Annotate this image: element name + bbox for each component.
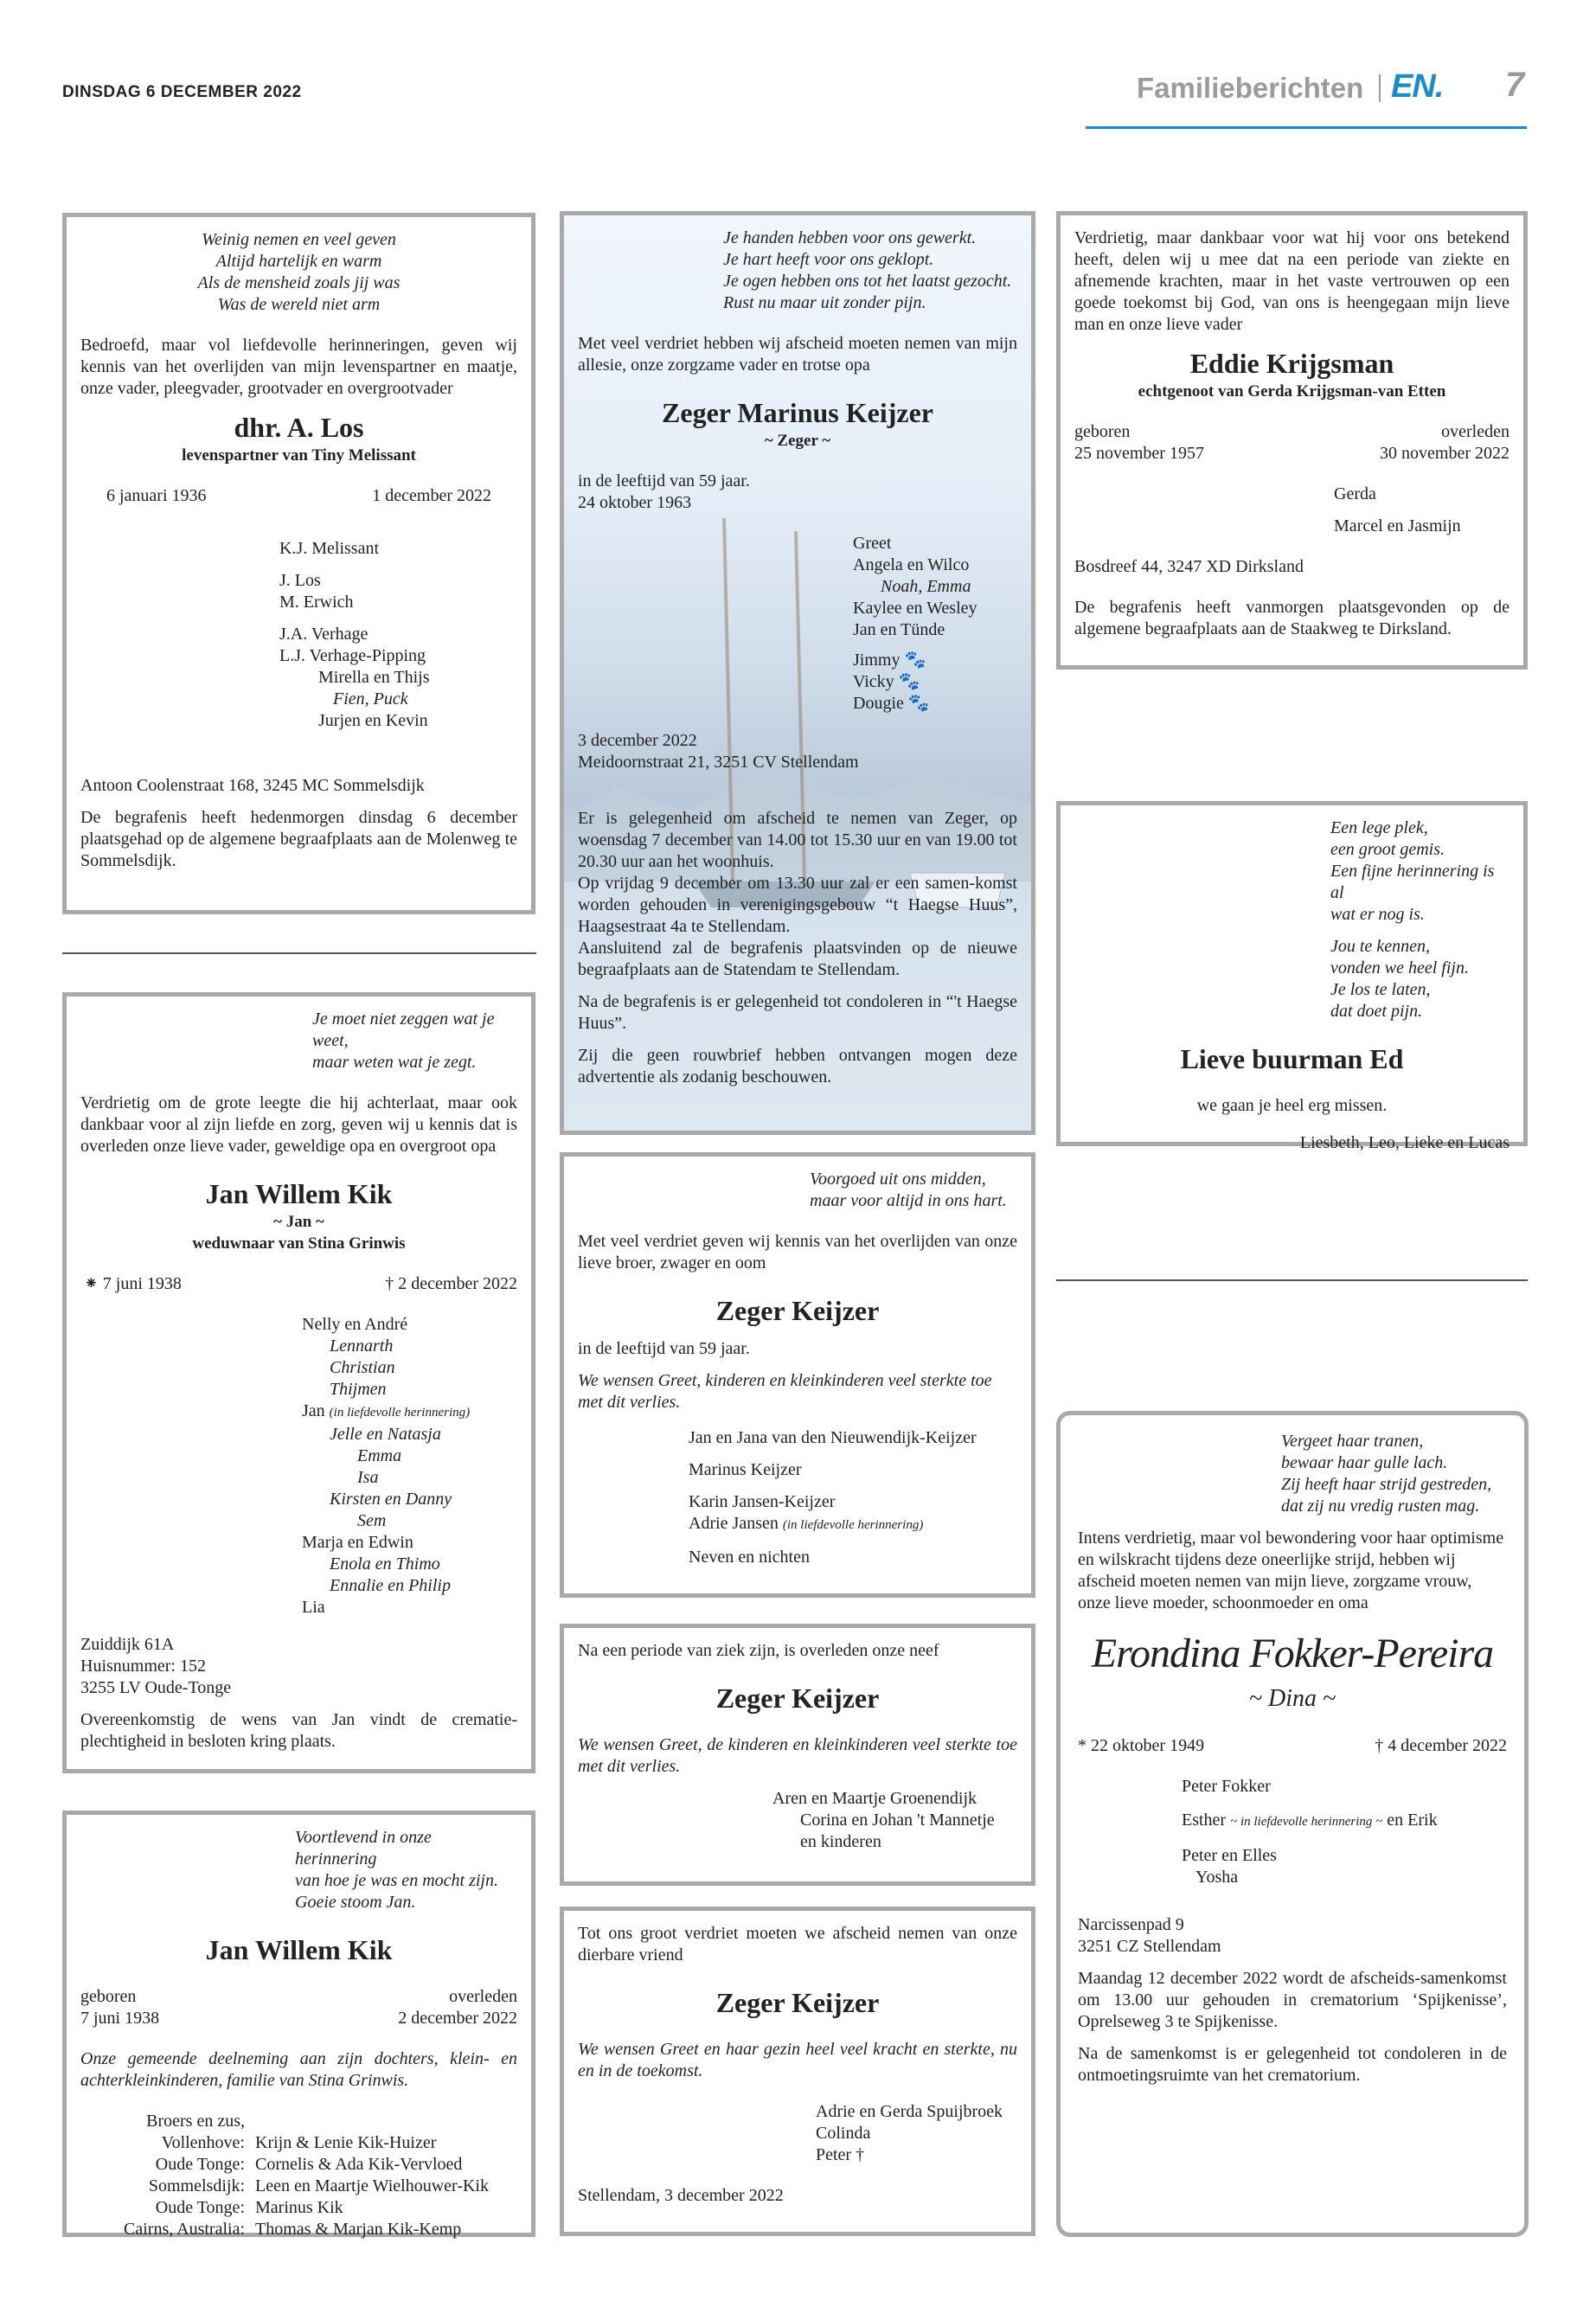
wish-text: We wensen Greet, de kinderen en kleinkinderen veel sterkte toe met dit verlies. [578, 1735, 1017, 1776]
family-member: Gerda [1334, 484, 1376, 503]
family-member: Peter † [816, 2145, 865, 2164]
deceased-name: Jan Willem Kik [205, 1934, 393, 1965]
family-member: Noah, Emma [881, 577, 971, 596]
condolence-info: Na de begrafenis is er gelegenheid tot condoleren in “'t Haegse Huus”. [578, 992, 1017, 1033]
age-text: in de leeftijd van 59 jaar. [578, 1339, 750, 1358]
header-rule [1086, 126, 1527, 129]
family-member: Kaylee en Wesley [853, 599, 977, 618]
relative-name: Cornelis & Ada Kik-Vervloed [255, 2155, 463, 2174]
deceased-subtitle: levenspartner van Tiny Melissant [182, 446, 416, 465]
family-member: Emma [357, 1446, 402, 1465]
family-member: J. Los [279, 571, 321, 590]
poem-line: Goeie stoom Jan. [295, 1893, 416, 1912]
poem-line: een groot gemis. [1330, 840, 1445, 859]
service-info: Maandag 12 december 2022 wordt de afscheids-samenkomst om 13.00 uur gehouden in crematorium ‘Spijkenisse’, Oprelseweg 3 te Spijkenisse. [1078, 1969, 1507, 2031]
poem-line: Voorgoed uit ons midden, [810, 1170, 986, 1189]
address: Meidoornstraat 21, 3251 CV Stellendam [578, 753, 859, 772]
wish-text: We wensen Greet, kinderen en kleinkinderen veel sterkte toe met dit verlies. [578, 1371, 992, 1412]
obituary-intro: Verdrietig om de grote leegte die hij achterlaat, maar ook dankbaar voor al zijn liefde en zorg, geven wij u kennis dat is overleden onze lieve vader, geweldige opa en overgroot opa [80, 1093, 517, 1156]
obituary-dina [1056, 1411, 1529, 2237]
born-label: geboren [80, 1987, 137, 2006]
family-member: Kirsten en Danny [330, 1490, 452, 1509]
condolence-text: Onze gemeende deelneming aan zijn dochters, klein- en achterkleinkinderen, familie van Stina Grinwis. [80, 2049, 517, 2090]
deceased-subtitle: weduwnaar van Stina Grinwis [192, 1234, 406, 1253]
obituary-kik [62, 992, 535, 1773]
poem-line: Jou te kennen, [1330, 937, 1430, 956]
family-member: Jan [302, 1401, 325, 1420]
deceased-name: Zeger Marinus Keijzer [662, 397, 933, 428]
family-member: Fien, Puck [333, 689, 408, 708]
poem-line: Je ogen hebben ons tot het laatst gezocht. [723, 272, 1012, 291]
family-member: Isa [357, 1468, 379, 1487]
address-line: Narcissenpad 9 [1078, 1915, 1184, 1934]
deceased-name: Lieve buurman Ed [1180, 1043, 1404, 1074]
relative-name: Thomas & Marjan Kik-Kemp [255, 2220, 462, 2239]
deceased-name: Jan Willem Kik [205, 1178, 393, 1209]
poem-line: Een lege plek, [1330, 818, 1428, 837]
family-member: Greet [853, 534, 892, 553]
obituary-intro: Met veel verdriet hebben wij afscheid moeten nemen van mijn allesie, onze zorgzame vader en trotse opa [578, 334, 1017, 375]
birth-date: 7 juni 1938 [80, 2009, 160, 2028]
family-member: Lennarth [330, 1336, 394, 1356]
death-date: † 4 december 2022 [1375, 1736, 1507, 1755]
age-text: in de leeftijd van 59 jaar. [578, 471, 750, 490]
family-member: Marja en Edwin [302, 1533, 413, 1552]
memorial-note: (in liefdevolle herinnering) [329, 1406, 471, 1420]
address-line: 3251 CZ Stellendam [1078, 1937, 1221, 1956]
family-member: Corina en Johan 't Mannetje [800, 1811, 995, 1830]
deceased-name: Zeger Keijzer [715, 1295, 880, 1326]
death-date: 3 december 2022 [578, 731, 697, 750]
family-member: Adrie Jansen [689, 1514, 779, 1533]
address-line: 3255 LV Oude-Tonge [80, 1678, 232, 1697]
poem-line: Zij heeft haar strijd gestreden, [1281, 1475, 1492, 1494]
obituary-zeger-nephew [560, 1624, 1035, 1886]
poem-line: vonden we heel fijn. [1330, 958, 1469, 977]
born-label: geboren [1074, 422, 1131, 441]
visitation-info: Er is gelegenheid om afscheid te nemen van Zeger, op woensdag 7 december van 14.00 tot 15.30 uur en van 19.00 tot 20.30 uur aan het woonhuis. [578, 809, 1017, 871]
deceased-nickname: ~ Zeger ~ [764, 432, 831, 450]
address-line: Huisnummer: 152 [80, 1657, 206, 1676]
poem-line: Een fijne herinnering is al [1330, 862, 1495, 902]
birth-date: * 22 oktober 1949 [1078, 1736, 1205, 1755]
family-member: Angela en Wilco [853, 555, 970, 574]
birth-date: 6 januari 1936 [106, 486, 207, 505]
obituary-zeger-friend [560, 1907, 1035, 2236]
pet-name: Dougie [853, 694, 904, 713]
obituary-intro: Bedroefd, maar vol liefdevolle herinneringen, geven wij kennis van het overlijden van mijn levenspartner en maatje, onze vader, pleegvader, grootvader en overgrootvader [80, 336, 517, 398]
family-member: Aren en Maartje Groenendijk [772, 1789, 977, 1808]
column-divider [1056, 1279, 1528, 1281]
birth-date: 25 november 1957 [1074, 444, 1204, 463]
family-member: Peter Fokker [1182, 1777, 1271, 1796]
deceased-name: dhr. A. Los [234, 412, 364, 443]
star-icon: ⁕ [84, 1274, 103, 1293]
family-member: J.A. Verhage [279, 625, 369, 644]
condolence-kik [62, 1811, 535, 2237]
paw-icon: 🐾 [907, 694, 930, 713]
poem-line: Je handen hebben voor ons gewerkt. [723, 228, 977, 247]
family-member: Sem [357, 1511, 387, 1530]
deceased-subtitle: echtgenoot van Gerda Krijgsman-van Etten [1138, 382, 1446, 401]
family-member: Karin Jansen-Keijzer [689, 1492, 836, 1511]
header-divider [1379, 74, 1381, 102]
service-info: Op vrijdag 9 december om 13.30 uur zal er een samen-komst worden gehouden in verenigingsgebouw “t Haegse Huus”, Haagsestraat 4a te Stellendam. [578, 874, 1017, 936]
poem-line: Voortlevend in onze herinnering [295, 1828, 432, 1868]
poem-line: maar weten wat je zegt. [312, 1053, 477, 1072]
obituary-zeger-marinus [560, 211, 1035, 1135]
poem-line: Altijd hartelijk en warm [215, 252, 382, 271]
obituary-los [62, 213, 535, 914]
death-date: 2 december 2022 [398, 2009, 517, 2028]
family-member: Ennalie en Philip [330, 1576, 451, 1595]
relative-name: Leen en Maartje Wielhouwer-Kik [255, 2176, 489, 2195]
poem-line: van hoe je was en mocht zijn. [295, 1871, 498, 1890]
poem-line: maar voor altijd in ons hart. [810, 1191, 1007, 1210]
message: we gaan je heel erg missen. [1196, 1096, 1388, 1115]
family-member: Nelly en André [302, 1315, 408, 1334]
poem-line: Was de wereld niet arm [217, 295, 381, 314]
memorial-note: ~ in liefdevolle herinnering ~ [1230, 1815, 1383, 1829]
place-label: Oude Tonge: [155, 2198, 245, 2217]
memorial-note: (in liefdevolle herinnering) [782, 1518, 924, 1532]
poem-line: dat doet pijn. [1330, 1002, 1423, 1021]
place-label: Broers en zus, [146, 2112, 245, 2131]
funeral-info: De begrafenis heeft hedenmorgen dinsdag 6 december plaatsgehad op de algemene begraafplaats aan de Molenweg te Sommelsdijk. [80, 808, 517, 870]
poem-line: dat zij nu vredig rusten mag. [1281, 1497, 1480, 1516]
funeral-info: Overeenkomstig de wens van Jan vindt de crematie-plechtigheid in besloten kring plaats. [80, 1710, 517, 1751]
relative-name: Marinus Kik [255, 2198, 343, 2217]
section-title: Familieberichten [1137, 72, 1364, 104]
obituary-intro: Intens verdrietig, maar vol bewondering voor haar optimisme en wilskracht tijdens deze oneerlijke strijd, hebben wij afscheid moeten nemen van mijn lieve, zorgzame vrouw, onze lieve moeder, schoonmoeder en oma [1078, 1529, 1504, 1612]
family-member: Jurjen en Kevin [318, 711, 428, 730]
pet-name: Jimmy [853, 651, 901, 670]
obituary-intro: Tot ons groot verdriet moeten we afscheid nemen van onze dierbare vriend [578, 1924, 1017, 1965]
condolence-info: Na de samenkomst is er gelegenheid tot condoleren in de ontmoetingsruimte van het crematorium. [1078, 2044, 1507, 2085]
family-member: Esther [1182, 1811, 1227, 1830]
deceased-name: Zeger Keijzer [715, 1682, 880, 1714]
deceased-name: Zeger Keijzer [715, 1987, 880, 2018]
family-member: Marcel en Jasmijn [1334, 516, 1461, 535]
place-date: Stellendam, 3 december 2022 [578, 2186, 784, 2205]
family-member: Colinda [816, 2124, 871, 2143]
poem-line: Als de mensheid zoals jij was [197, 273, 401, 292]
poem-line: bewaar haar gulle lach. [1281, 1453, 1448, 1472]
place-label: Sommelsdijk: [148, 2176, 245, 2195]
birth-date: 24 oktober 1963 [578, 493, 692, 512]
family-member: Marinus Keijzer [689, 1460, 802, 1479]
family-member: Lia [302, 1598, 325, 1617]
died-label: overleden [1441, 422, 1509, 441]
died-label: overleden [449, 1987, 517, 2006]
death-date: 30 november 2022 [1380, 444, 1509, 463]
funeral-info: De begrafenis heeft vanmorgen plaatsgevonden op de algemene begraafplaats aan de Staakweg te Dirksland. [1074, 598, 1509, 638]
condolence-buurman-ed [1056, 801, 1528, 1152]
obituary-eddie [1056, 211, 1528, 670]
obituary-intro: Na een periode van ziek zijn, is overleden onze neef [578, 1641, 939, 1660]
wish-text: We wensen Greet en haar gezin heel veel kracht en sterkte, nu en in de toekomst. [578, 2040, 1017, 2080]
birth-date: 7 juni 1938 [102, 1274, 182, 1293]
family-member: Jan en Tünde [853, 620, 945, 639]
address-line: Zuiddijk 61A [80, 1635, 175, 1654]
obituary-zeger-family [560, 1152, 1035, 1598]
page-number: 7 [1505, 66, 1525, 104]
poem-line: Je los te laten, [1330, 980, 1431, 999]
family-member: Peter en Elles [1182, 1846, 1277, 1865]
deceased-name: Eddie Krijgsman [1189, 348, 1394, 379]
deceased-nickname: ~ Dina ~ [1248, 1685, 1336, 1712]
address: Antoon Coolenstraat 168, 3245 MC Sommelsdijk [80, 776, 425, 795]
family-member: Adrie en Gerda Spuijbroek [816, 2102, 1003, 2121]
paw-icon: 🐾 [904, 651, 926, 670]
poem-line: Rust nu maar uit zonder pijn. [723, 293, 926, 312]
paw-icon: 🐾 [898, 672, 920, 691]
family-member: en Erik [1387, 1811, 1438, 1830]
pet-name: Vicky [853, 672, 894, 691]
death-date: 1 december 2022 [372, 486, 491, 505]
family-member: Jelle en Natasja [330, 1425, 441, 1444]
deceased-nickname: ~ Jan ~ [273, 1213, 324, 1231]
family-member: Mirella en Thijs [318, 668, 430, 687]
burial-info: Aansluitend zal de begrafenis plaatsvinden op de nieuwe begraafplaats aan de Statendam te Stellendam. [578, 939, 1017, 979]
family-member: Enola en Thimo [330, 1554, 440, 1574]
family-member: Thijmen [330, 1380, 387, 1399]
family-member: en kinderen [800, 1832, 881, 1851]
place-label: Vollenhove: [161, 2133, 245, 2152]
notice-text: Zij die geen rouwbrief hebben ontvangen mogen deze advertentie als zodanig beschouwen. [578, 1046, 1017, 1086]
poem-line: Je hart heeft voor ons geklopt. [723, 250, 934, 269]
obituary-intro: Met veel verdriet geven wij kennis van het overlijden van onze lieve broer, zwager en oom [578, 1232, 1017, 1272]
deceased-name: Erondina Fokker-Pereira [1091, 1631, 1494, 1676]
signatures: Liesbeth, Leo, Lieke en Lucas [1299, 1133, 1509, 1152]
family-member: Christian [330, 1358, 395, 1377]
obituary-intro: Verdrietig, maar dankbaar voor wat hij voor ons betekend heeft, delen wij u mee dat na een periode van ziekte en afnemende krachten, maar in het vaste vertrouwen op een goede toekomst bij God, van ons is heengegaan mijn lieve man en onze lieve vader [1074, 228, 1509, 334]
poem-line: Weinig nemen en veel geven [202, 230, 396, 249]
header-date: DINSDAG 6 DECEMBER 2022 [62, 83, 302, 101]
relative-name [255, 2111, 489, 2132]
newspaper-logo: EN. [1391, 68, 1444, 105]
place-label: Cairns, Australia: [124, 2220, 245, 2239]
family-member: Yosha [1195, 1868, 1239, 1887]
death-date: † 2 december 2022 [385, 1274, 517, 1293]
column-divider [62, 952, 536, 954]
address: Bosdreef 44, 3247 XD Dirksland [1074, 557, 1304, 576]
poem-line: Vergeet haar tranen, [1281, 1432, 1424, 1451]
family-member: M. Erwich [279, 593, 354, 612]
family-member: K.J. Melissant [279, 539, 379, 558]
poem-line: Je moet niet zeggen wat je weet, [312, 1009, 495, 1050]
place-label: Oude Tonge: [155, 2155, 245, 2174]
family-member: Neven en nichten [689, 1548, 810, 1567]
poem-line: wat er nog is. [1330, 905, 1425, 924]
family-member: Jan en Jana van den Nieuwendijk-Keijzer [689, 1428, 977, 1447]
relative-name: Krijn & Lenie Kik-Huizer [255, 2133, 437, 2152]
family-member: L.J. Verhage-Pipping [279, 646, 426, 665]
